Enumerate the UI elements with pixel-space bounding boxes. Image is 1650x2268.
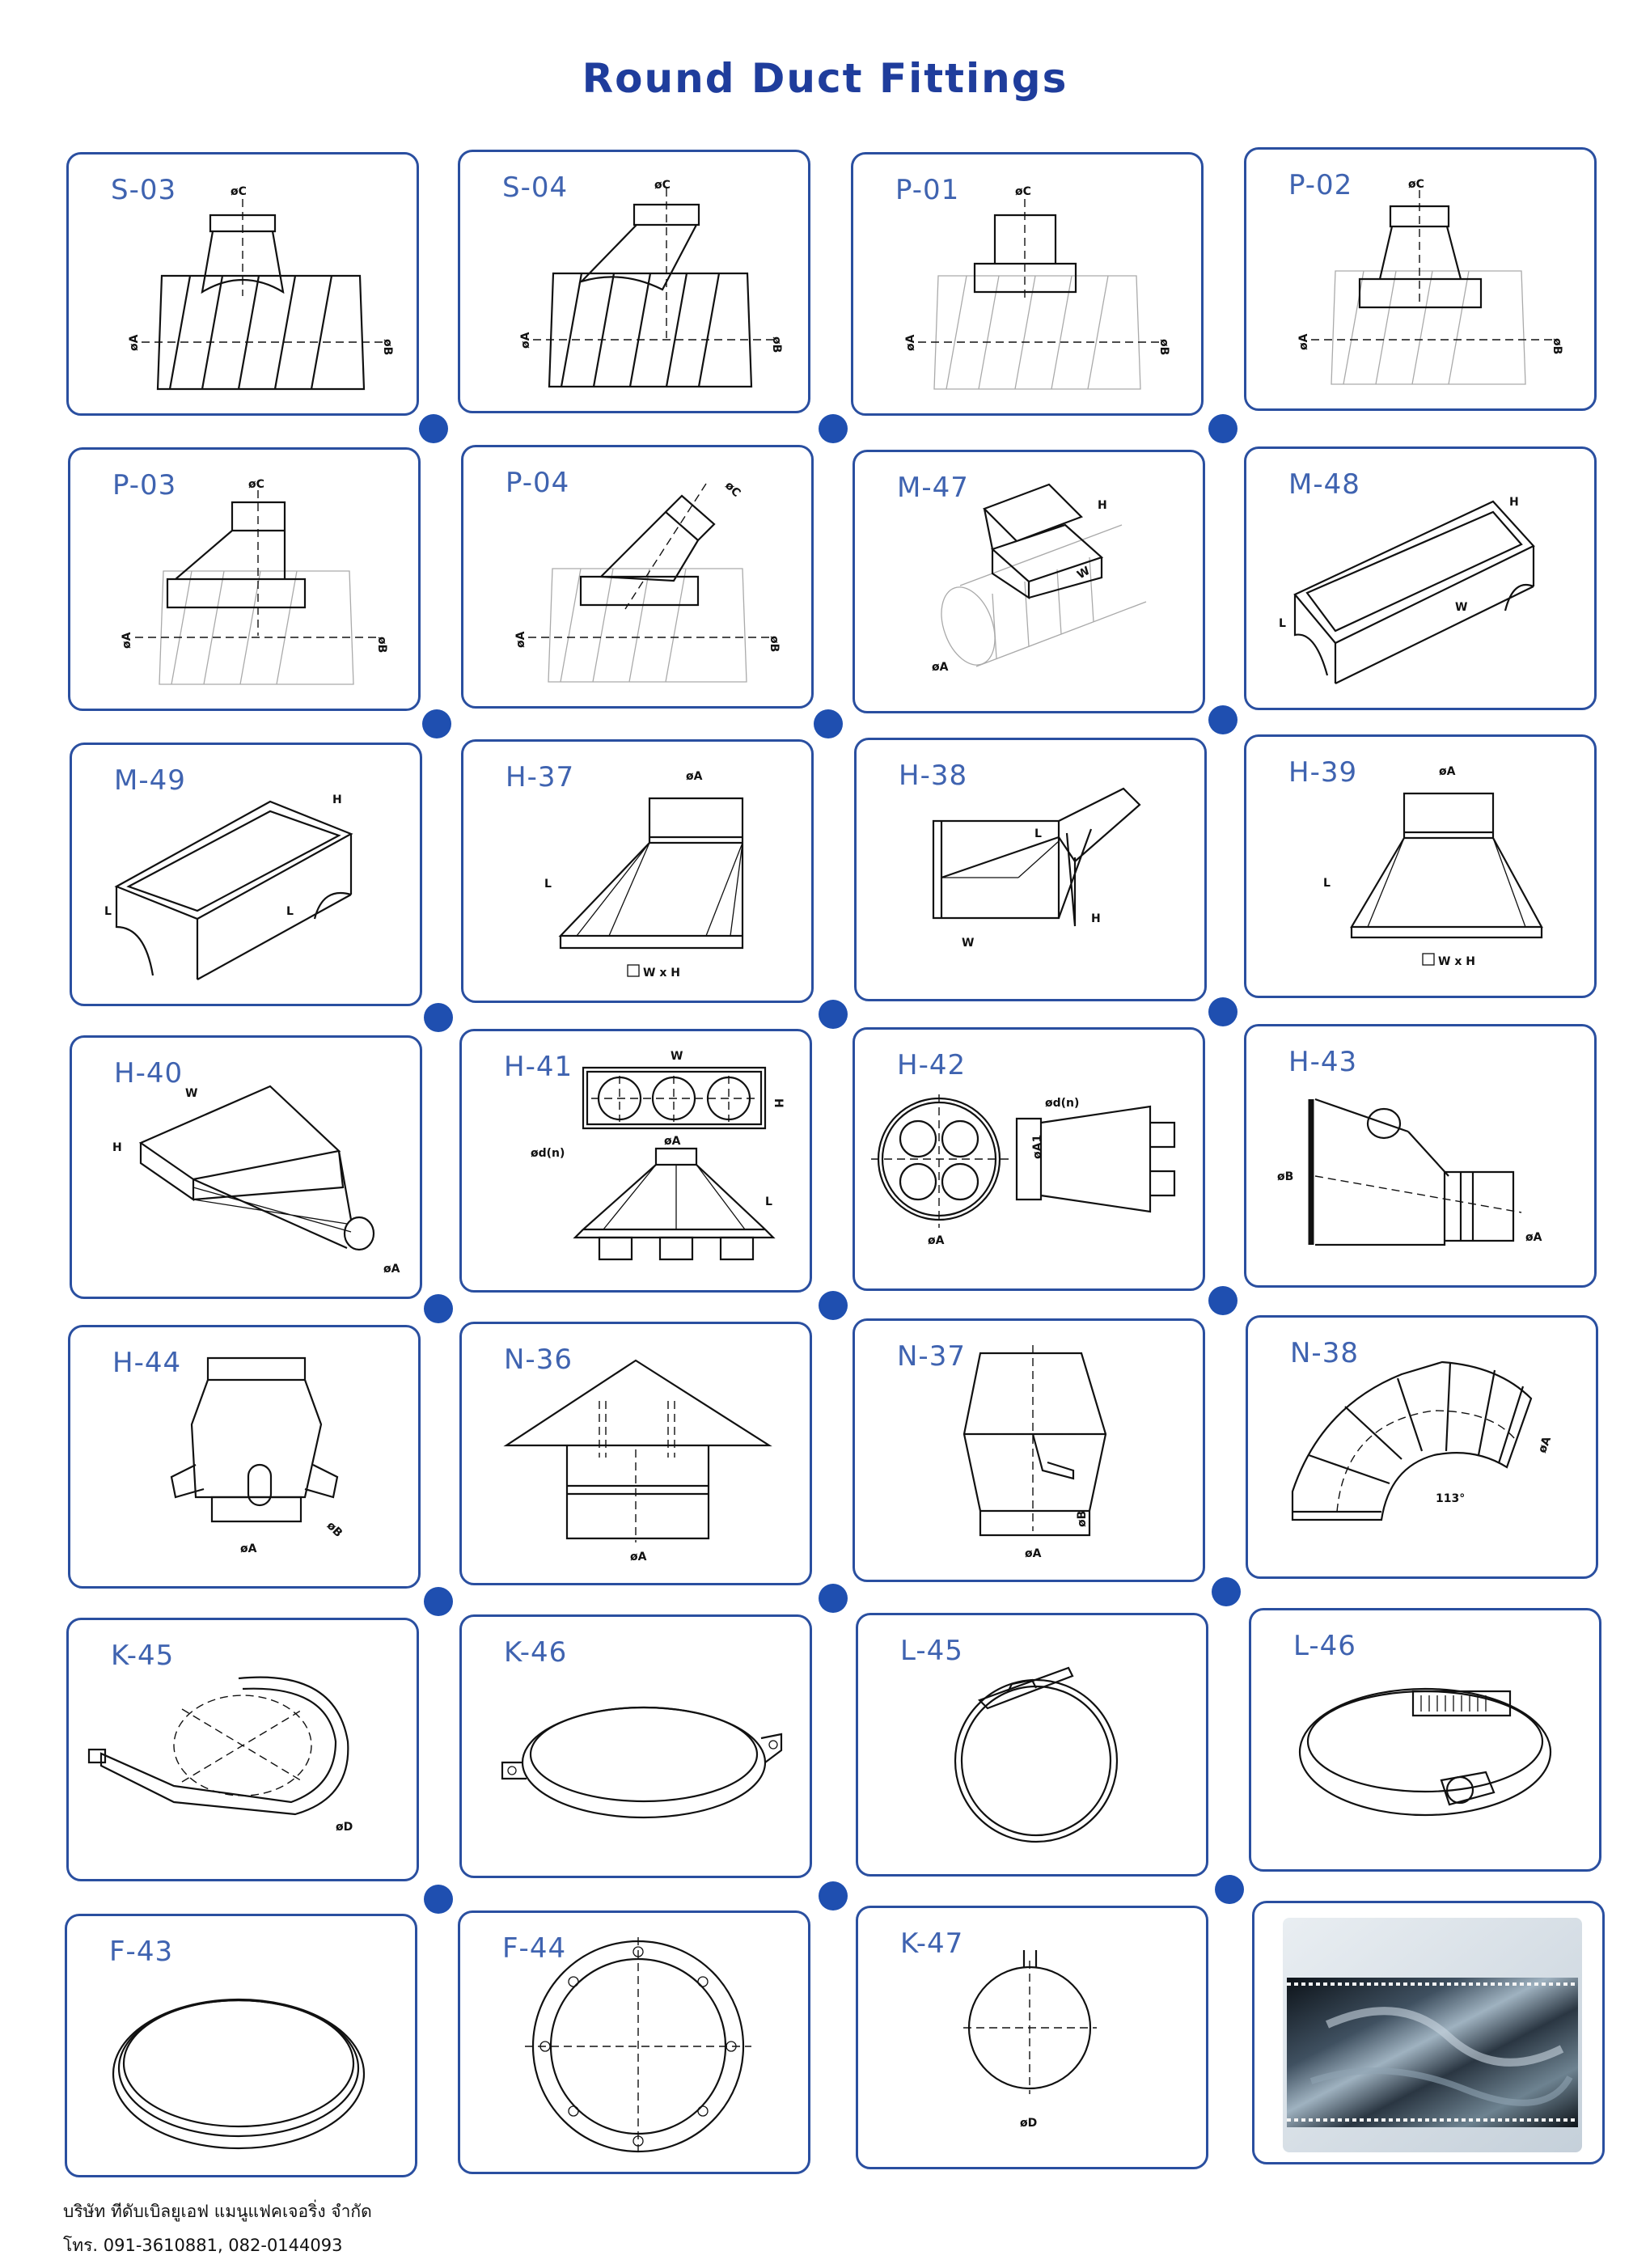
svg-text:H: H <box>1098 499 1107 512</box>
svg-text:ød(n): ød(n) <box>531 1147 565 1160</box>
svg-text:L: L <box>286 905 294 918</box>
svg-text:L: L <box>104 905 112 918</box>
svg-text:W: W <box>671 1050 683 1063</box>
fitting-card-n-36[interactable] <box>459 1322 812 1585</box>
h-44-drawing <box>70 1327 418 1586</box>
n-36-drawing <box>462 1324 810 1583</box>
fitting-card-f-44[interactable] <box>458 1910 810 2174</box>
fitting-code: P-04 <box>506 467 570 499</box>
separator-dot <box>1208 705 1238 734</box>
svg-text:øA: øA <box>928 1234 945 1247</box>
fitting-card-h-40[interactable] <box>70 1035 422 1299</box>
fitting-code: P-01 <box>895 174 960 206</box>
fitting-card-m-49[interactable] <box>70 743 422 1006</box>
fitting-code: L-46 <box>1293 1630 1356 1662</box>
fitting-card-h-42[interactable] <box>852 1027 1205 1291</box>
fitting-code: H-38 <box>899 760 968 792</box>
svg-text:øA: øA <box>686 770 703 783</box>
fitting-code: M-48 <box>1288 468 1360 501</box>
fitting-card-n-38[interactable] <box>1246 1315 1598 1579</box>
fitting-card-p-04[interactable] <box>461 445 814 709</box>
svg-text:øB: øB <box>1551 338 1563 355</box>
k-47-drawing <box>858 1908 1206 2167</box>
fitting-code: F-43 <box>109 1936 174 1968</box>
svg-text:øA: øA <box>240 1542 257 1555</box>
m-47-drawing <box>855 452 1203 711</box>
k-46-drawing <box>462 1617 810 1876</box>
fitting-code: K-47 <box>900 1927 964 1960</box>
fitting-code: H-44 <box>112 1347 182 1379</box>
svg-text:H: H <box>1509 496 1519 509</box>
fitting-code: H-40 <box>114 1057 184 1090</box>
separator-dot <box>819 1000 848 1029</box>
fitting-code: K-46 <box>504 1636 568 1669</box>
svg-text:113°: 113° <box>1436 1492 1466 1505</box>
m-49-drawing <box>72 745 420 1004</box>
svg-text:W: W <box>1455 601 1468 614</box>
svg-text:W: W <box>1075 564 1093 582</box>
svg-text:ød(n): ød(n) <box>1045 1097 1080 1110</box>
fitting-card-p-03[interactable] <box>68 447 421 711</box>
svg-text:øA: øA <box>519 332 532 349</box>
svg-text:øA: øA <box>128 334 141 351</box>
company-name: บริษัท ทีดับเบิลยูเอฟ แมนูแฟคเจอริ่ง จำกัด <box>63 2202 372 2221</box>
p-02-drawing <box>1246 150 1594 408</box>
svg-text:øC: øC <box>1408 178 1424 191</box>
separator-dot <box>819 1291 848 1320</box>
company-phone: โทร. 091-3610881, 082-0144093 <box>63 2236 343 2255</box>
separator-dot <box>424 1294 453 1323</box>
fitting-card-n-37[interactable] <box>852 1318 1205 1582</box>
fitting-card-h-41[interactable] <box>459 1029 812 1293</box>
fitting-code: P-02 <box>1288 169 1353 201</box>
fitting-card-s-04[interactable] <box>458 150 810 413</box>
svg-text:H: H <box>332 793 342 806</box>
svg-text:øB: øB <box>770 336 783 353</box>
svg-text:øA: øA <box>904 334 917 351</box>
svg-text:W x H: W x H <box>1438 955 1475 968</box>
svg-text:øA: øA <box>1297 333 1310 350</box>
fitting-card-l-46[interactable] <box>1249 1608 1601 1872</box>
svg-text:H: H <box>112 1141 122 1154</box>
s-03-drawing <box>69 154 417 413</box>
separator-dot <box>819 1584 848 1613</box>
fitting-card-p-01[interactable] <box>851 152 1204 416</box>
fitting-code: N-38 <box>1290 1337 1359 1369</box>
f-44-drawing <box>460 1913 808 2172</box>
svg-text:H: H <box>1091 912 1101 925</box>
svg-text:øA: øA <box>932 661 949 674</box>
p-04-drawing <box>463 447 811 706</box>
svg-text:øA: øA <box>664 1135 681 1148</box>
h-38-drawing <box>857 740 1204 999</box>
fitting-card-f-43[interactable] <box>65 1914 417 2177</box>
separator-dot <box>819 1881 848 1910</box>
fitting-code: H-41 <box>504 1051 573 1083</box>
svg-text:øB: øB <box>381 339 394 356</box>
h-42-drawing <box>855 1030 1203 1288</box>
svg-text:W x H: W x H <box>643 967 680 980</box>
svg-text:H: H <box>772 1098 785 1108</box>
svg-text:øB: øB <box>375 637 388 654</box>
fitting-code: P-03 <box>112 469 177 501</box>
f-43-drawing <box>67 1916 415 2175</box>
p-03-drawing <box>70 450 418 709</box>
svg-text:øB: øB <box>1157 339 1170 356</box>
svg-text:øA: øA <box>1025 1547 1042 1560</box>
fitting-code: N-37 <box>897 1340 966 1373</box>
fd-00-drawing <box>1254 1903 1602 2162</box>
svg-text:W: W <box>962 937 975 950</box>
svg-text:øB: øB <box>1277 1170 1294 1183</box>
fitting-code: N-36 <box>504 1343 573 1376</box>
fitting-code: H-43 <box>1288 1046 1358 1078</box>
fitting-card-h-38[interactable] <box>854 738 1207 1001</box>
fitting-code: M-47 <box>897 472 969 504</box>
l-45-drawing <box>858 1615 1206 1874</box>
h-41-drawing <box>462 1031 810 1290</box>
fitting-code: L-45 <box>900 1635 963 1667</box>
separator-dot <box>814 709 843 738</box>
separator-dot <box>1212 1577 1241 1606</box>
p-01-drawing <box>853 154 1201 413</box>
fitting-card-h-37[interactable] <box>461 739 814 1003</box>
fitting-card-h-39[interactable] <box>1244 734 1597 998</box>
fitting-code: S-04 <box>502 171 569 204</box>
svg-text:øA: øA <box>121 632 133 649</box>
svg-text:øA1: øA1 <box>1031 1134 1044 1159</box>
svg-text:øC: øC <box>231 185 247 198</box>
fitting-card-m-48[interactable] <box>1244 446 1597 710</box>
svg-text:øB: øB <box>324 1519 345 1540</box>
svg-text:øC: øC <box>1015 185 1031 198</box>
svg-text:øD: øD <box>336 1821 353 1834</box>
svg-text:øC: øC <box>722 479 743 500</box>
svg-text:øB: øB <box>1076 1510 1089 1527</box>
h-43-drawing <box>1246 1026 1594 1285</box>
svg-text:L: L <box>1279 617 1286 630</box>
n-38-drawing <box>1248 1318 1596 1576</box>
page-title: Round Duct Fittings <box>582 55 1068 102</box>
l-46-drawing <box>1251 1610 1599 1869</box>
n-37-drawing <box>855 1321 1203 1580</box>
fitting-code: K-45 <box>111 1640 175 1672</box>
svg-text:øA: øA <box>1536 1434 1555 1455</box>
svg-text:L: L <box>1323 877 1331 890</box>
separator-dot <box>424 1587 453 1616</box>
svg-text:W: W <box>185 1087 198 1100</box>
svg-text:øC: øC <box>654 179 671 192</box>
svg-text:øA: øA <box>1525 1231 1542 1244</box>
fitting-card-k-46[interactable] <box>459 1614 812 1878</box>
h-40-drawing <box>72 1038 420 1297</box>
fitting-card-p-02[interactable] <box>1244 147 1597 411</box>
fitting-code: F-44 <box>502 1932 567 1965</box>
fitting-code: H-39 <box>1288 756 1358 789</box>
fitting-code: H-42 <box>897 1049 967 1081</box>
separator-dot <box>419 414 448 443</box>
separator-dot <box>1208 1286 1238 1315</box>
svg-text:øA: øA <box>514 631 527 648</box>
fitting-card-h-44[interactable] <box>68 1325 421 1589</box>
m-48-drawing <box>1246 449 1594 708</box>
s-04-drawing <box>460 152 808 411</box>
separator-dot <box>819 414 848 443</box>
svg-text:øA: øA <box>383 1263 400 1276</box>
separator-dot <box>424 1885 453 1914</box>
h-39-drawing <box>1246 737 1594 996</box>
separator-dot <box>1208 997 1238 1026</box>
svg-text:øA: øA <box>630 1551 647 1563</box>
separator-dot <box>422 709 451 738</box>
h-37-drawing <box>463 742 811 1001</box>
separator-dot <box>1215 1875 1244 1904</box>
svg-text:øA: øA <box>1439 765 1456 778</box>
svg-text:øB: øB <box>768 636 781 653</box>
fitting-card-fd-00[interactable] <box>1252 1901 1605 2164</box>
fitting-card-s-03[interactable] <box>66 152 419 416</box>
k-45-drawing <box>69 1620 417 1879</box>
fitting-code: H-37 <box>506 761 575 793</box>
fitting-card-k-45[interactable] <box>66 1618 419 1881</box>
separator-dot <box>1208 414 1238 443</box>
fitting-code: S-03 <box>111 174 177 206</box>
fitting-card-l-45[interactable] <box>856 1613 1208 1877</box>
svg-text:øC: øC <box>248 478 264 491</box>
fitting-code: M-49 <box>114 764 186 797</box>
svg-text:øD: øD <box>1020 2117 1038 2130</box>
svg-text:L: L <box>765 1195 772 1208</box>
svg-text:L: L <box>1034 827 1042 840</box>
fitting-card-m-47[interactable] <box>852 450 1205 713</box>
separator-dot <box>424 1003 453 1032</box>
svg-text:L: L <box>544 878 552 891</box>
fitting-card-k-47[interactable] <box>856 1906 1208 2169</box>
fitting-card-h-43[interactable] <box>1244 1024 1597 1288</box>
